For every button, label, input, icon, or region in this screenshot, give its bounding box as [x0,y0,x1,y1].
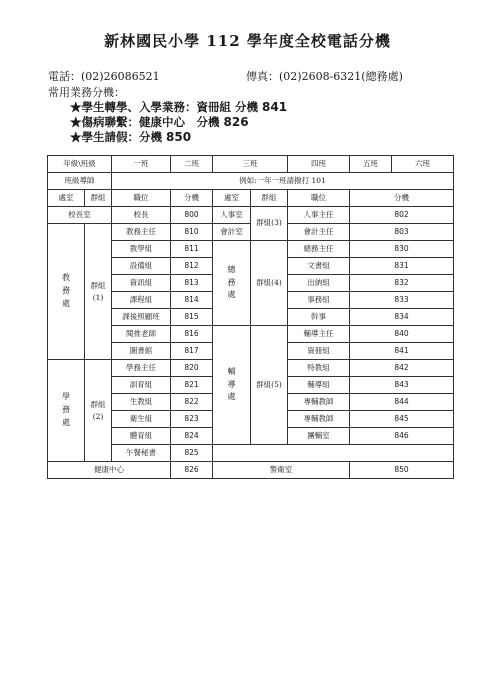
position: 教學組 [112,241,171,258]
office-char: 教 [62,273,70,283]
ext: 813 [171,275,213,292]
phone-number: 電話：(02)26086521 [48,70,160,83]
common-item-text: ★傷病聯繫：健康中心 分機 [70,115,224,129]
ext: 821 [171,377,213,394]
class-5: 五班 [350,156,392,173]
common-extensions-label: 常用業務分機： [48,86,125,99]
position: 衛生組 [112,411,171,428]
position: 團輔室 [288,428,350,445]
ext: 824 [171,428,213,445]
ext: 831 [350,258,454,275]
class-3: 三班 [213,156,288,173]
ext: 844 [350,394,454,411]
ext: 842 [350,360,454,377]
empty-cell [213,445,454,462]
header-group: 群組 [85,190,112,207]
class-4: 四班 [288,156,350,173]
homeroom-row [48,173,454,190]
position: 輔導主任 [288,326,350,343]
group-label: 群組 [90,400,106,410]
group-2 [85,360,112,462]
ext: 840 [350,326,454,343]
common-item-text: ★學生請假：分機 [70,130,167,144]
common-item-ext: 826 [223,115,249,129]
grade-row [48,156,454,173]
ext: 815 [171,309,213,326]
position: 事務組 [288,292,350,309]
general-office [213,241,251,326]
ext: 845 [350,411,454,428]
office-char: 學 [62,392,70,402]
accounting-ext: 803 [350,224,454,241]
common-item-text: ★學生轉學、入學業務：資冊組 分機 [70,100,263,114]
group-5: 群組(5) [251,326,288,445]
position: 特教組 [288,360,350,377]
header-group-right: 群組 [251,190,288,207]
accounting-office: 會計室 [213,224,251,241]
class-6: 六班 [392,156,454,173]
class-2: 二班 [171,156,213,173]
position: 出納組 [288,275,350,292]
accounting-position: 會計主任 [288,224,350,241]
table-row [48,207,454,224]
position: 課後照顧班 [112,309,171,326]
personnel-position: 人事主任 [288,207,350,224]
group-4: 群組(4) [251,241,288,326]
ext: 846 [350,428,454,445]
common-item-ext: 850 [166,130,192,144]
table-row [48,462,454,479]
health-position: 健康中心 [48,462,171,479]
position: 幹事 [288,309,350,326]
header-ext-right: 分機 [350,190,454,207]
group-label: 群組 [90,281,106,291]
position: 訓育組 [112,377,171,394]
class-1: 一班 [112,156,171,173]
principal-ext: 800 [171,207,213,224]
header-office-right: 處室 [213,190,251,207]
header-office: 處室 [48,190,85,207]
guard-position: 警衛室 [213,462,350,479]
position: 設備組 [112,258,171,275]
office-char: 處 [227,290,236,300]
personnel-office: 人事室 [213,207,251,224]
position: 體育組 [112,428,171,445]
grade-label: 年級\班級 [48,156,112,173]
office-char: 務 [62,286,70,296]
ext: 832 [350,275,454,292]
header-ext: 分機 [171,190,213,207]
ext: 823 [171,411,213,428]
common-item-transfer [70,99,287,115]
ext: 820 [171,360,213,377]
office-char: 處 [62,298,70,308]
group-3: 群組(3) [251,207,288,241]
ext: 843 [350,377,454,394]
ext: 812 [171,258,213,275]
office-char: 處 [227,392,236,402]
ext: 841 [350,343,454,360]
homeroom-example: 例如:一年一班請撥打 101 [112,173,454,190]
header-row [48,190,454,207]
page-title: 新林國民小學 112 學年度全校電話分機 [104,32,391,50]
ext: 830 [350,241,454,258]
position: 閱推老師 [112,326,171,343]
position: 課程組 [112,292,171,309]
academic-office [48,224,85,360]
office-char: 輔 [227,366,236,376]
ext: 822 [171,394,213,411]
ext: 810 [171,224,213,241]
ext: 817 [171,343,213,360]
common-item-health [70,114,249,130]
student-office [48,360,85,462]
homeroom-label: 班級導師 [48,173,112,190]
common-item-ext: 841 [262,100,288,114]
position: 學務主任 [112,360,171,377]
principal-position: 校長 [112,207,171,224]
position: 資訊組 [112,275,171,292]
position: 總務主任 [288,241,350,258]
extension-table [47,155,454,479]
ext: 825 [171,445,213,462]
group-number: (1) [92,292,104,302]
group-1 [85,224,112,360]
office-char: 總 [227,264,236,274]
position: 文書組 [288,258,350,275]
ext: 833 [350,292,454,309]
ext: 816 [171,326,213,343]
position: 資冊組 [288,343,350,360]
group-number: (2) [92,411,104,421]
position: 生教組 [112,394,171,411]
counseling-office [213,326,251,445]
office-char: 導 [227,379,236,389]
common-item-leave [70,129,191,145]
office-char: 務 [62,405,70,415]
ext: 811 [171,241,213,258]
guard-ext: 850 [350,462,454,479]
header-position-right: 職位 [288,190,350,207]
office-char: 務 [227,277,236,287]
health-ext: 826 [171,462,213,479]
ext: 814 [171,292,213,309]
position: 午餐秘書 [112,445,171,462]
position: 專輔教師 [288,411,350,428]
position: 圖書館 [112,343,171,360]
position: 專輔教師 [288,394,350,411]
header-position: 職位 [112,190,171,207]
office-char: 處 [62,417,70,427]
ext: 834 [350,309,454,326]
personnel-ext: 802 [350,207,454,224]
fax-number: 傳真：(02)2608-6321(總務處) [246,70,403,83]
principal-office: 校長室 [48,207,112,224]
position: 教務主任 [112,224,171,241]
position: 輔導組 [288,377,350,394]
